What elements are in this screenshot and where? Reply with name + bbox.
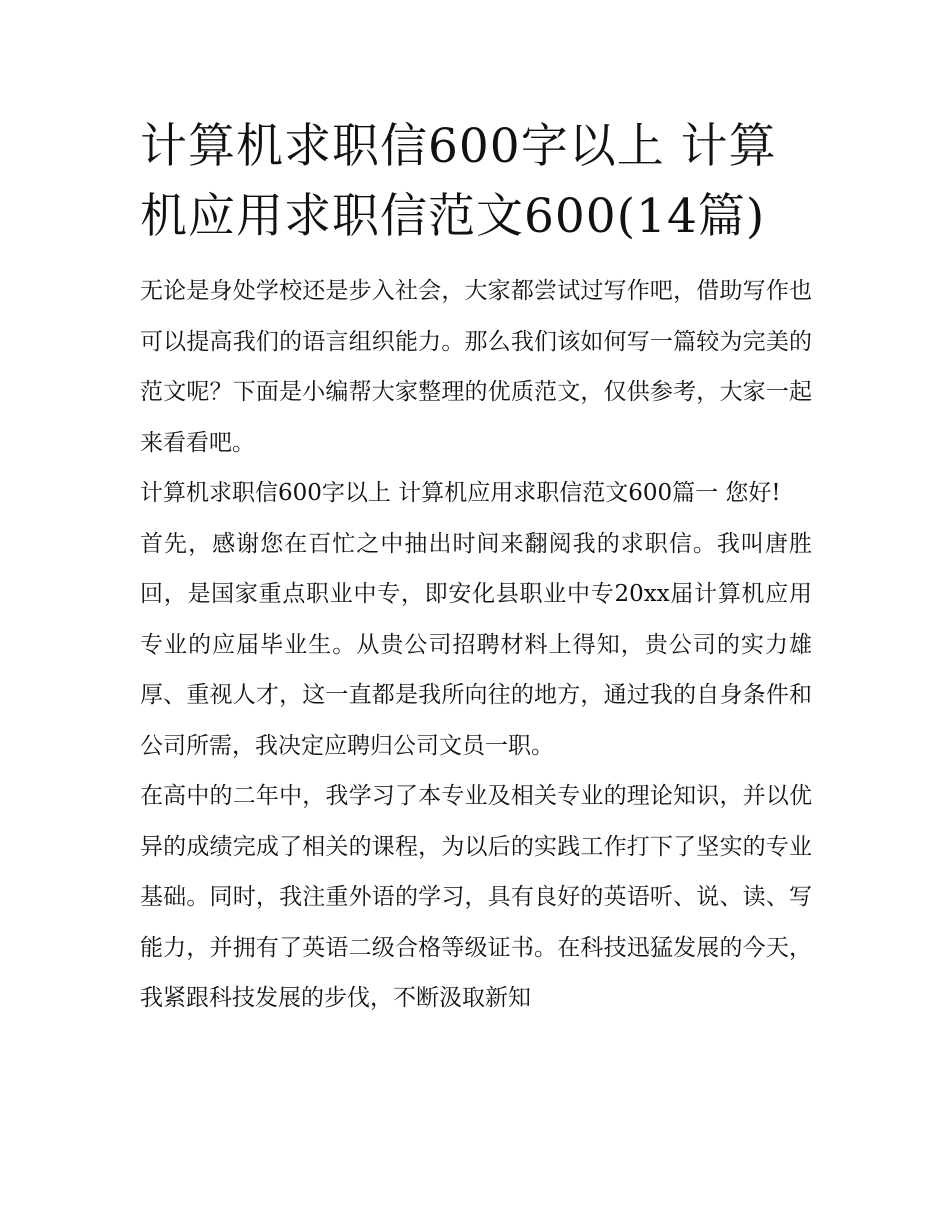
study-paragraph: 在高中的二年中，我学习了本专业及相关专业的理论知识，并以优异的成绩完成了相关的课程，为以后的实践工作打下了坚实的专业基础。同时，我注重外语的学习，具有良好的英语听、说、读、写能力，并拥有了英语二级合格等级证书。在科技迅猛发展的今天，我紧跟科技发展的步伐，不断汲取新知 (140, 783, 812, 1011)
letter-heading-paragraph: 计算机求职信600字以上 计算机应用求职信范文600篇一 您好! (140, 480, 781, 506)
document-body (140, 112, 812, 1024)
intro-paragraph: 无论是身处学校还是步入社会，大家都尝试过写作吧，借助写作也可以提高我们的语言组织能力。那么我们该如何写一篇较为完美的范文呢？下面是小编帮大家整理的优质范文，仅供参考，大家一起来看看吧。 (140, 278, 812, 456)
document-title: 计算机求职信600字以上 计算机应用求职信范文600(14篇) (140, 119, 777, 244)
introduction-paragraph: 首先，感谢您在百忙之中抽出时间来翻阅我的求职信。我叫唐胜回，是国家重点职业中专，即安化县职业中专20xx届计算机应用专业的应届毕业生。从贵公司招聘材料上得知，贵公司的实力雄厚、重视人才，这一直都是我所向往的地方，通过我的自身条件和公司所需，我决定应聘归公司文员一职。 (140, 530, 812, 759)
